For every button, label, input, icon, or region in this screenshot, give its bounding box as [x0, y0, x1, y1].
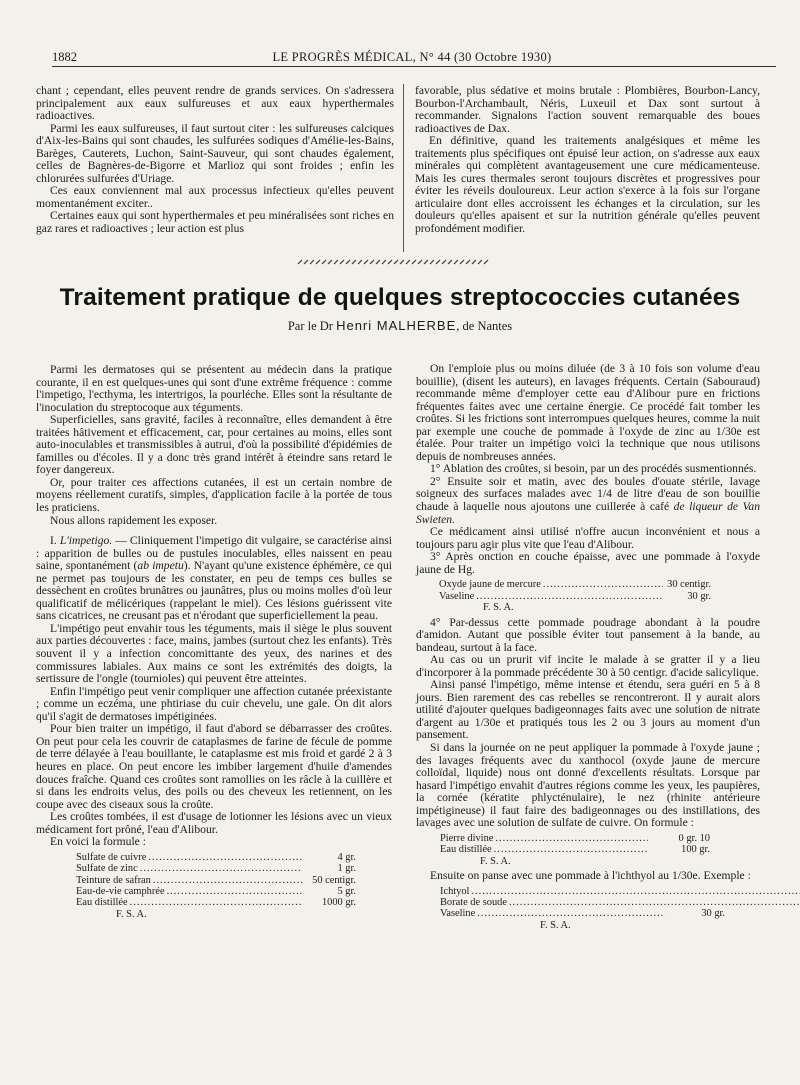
formula-line: Sulfate de cuivre ..... 4 gr. — [76, 852, 356, 863]
paragraph: 1° Ablation des croûtes, si besoin, par un des procédés susmentionnés. — [430, 462, 757, 476]
paragraph: Or, pour traiter ces affections cutanées, il est un certain nombre de moyens réellement curatifs, simples, d'application facile à la portée de tous les praticiens. — [36, 475, 392, 515]
paragraph: Ces eaux conviennent mal aux processus infectieux qu'elles peuvent momentanément exciter.. — [36, 184, 394, 210]
formula-fsa: F. S. A. — [480, 855, 511, 867]
page-number: 1882 — [52, 50, 77, 64]
section-text: — Cliniquement l'impetigo dit vulgaire, se caractérise ainsi : apparition de bulles ou de pustules inoculables, elles naissent en peau saine, spontanément ( — [36, 534, 392, 573]
byline-prefix: Par le Dr — [287, 319, 333, 333]
section-ornament — [296, 258, 492, 266]
section-number: I. — [50, 534, 57, 548]
previous-article-left-column — [36, 85, 394, 236]
formula-line: Pierre divine ..... 0 gr. 10 — [440, 833, 710, 844]
paragraph: chant ; cependant, elles peuvent rendre de grands services. On s'adressera principalement aux eaux sulfureuses et aux eaux hyperthermales radioactives. — [36, 84, 394, 123]
paragraph: Parmi les eaux sulfureuses, il faut surtout citer : les sulfureuses calciques d'Aix-les-Bains qui sont chaudes, les sulfurées sodiques d'Amélie-les-Bains, Barèges, Cauterets, Luchon, Saint-Sauveur, qui sont chaudes également, celles de Bagnères-de-Bigorre et Marlioz qui sont froides ; enfin les chlorurées sulfurées d'Uriage. — [36, 121, 394, 185]
header-rule — [52, 66, 776, 67]
paragraph: 3° Après onction en couche épaisse, avec une pommade à l'oxyde jaune de Hg. — [416, 550, 760, 576]
previous-article-right-column — [415, 85, 760, 236]
formula-mercury-ointment — [439, 579, 711, 613]
running-head — [52, 50, 772, 64]
article-right-column — [416, 363, 760, 934]
paragraph: Si dans la journée on ne peut appliquer la pommade à l'oxyde jaune ; des lavages fréquents avec du xanthocol (oxyde jaune de mercure colloïdal, liquide) nous ont donné d'excellents résultats. Lorsque par hasard l'impétigo envahit d'autres régions comme les yeux, les paupières, la cornée (kératite phlycténulaire), le nez (rhinite antérieure impétigineuse) il faut faire des badigeonnages ou des instillations, des lavages avec une solution de sulfate de cuivre. On formule : — [416, 740, 760, 830]
formula-line: Borate de soude ..... — [440, 897, 800, 908]
formula-line: Vaseline ..... 30 gr. — [440, 908, 725, 919]
column-divider — [403, 84, 404, 252]
section-impetigo — [36, 535, 392, 623]
paragraph: favorable, plus sédative et moins brutale : Plombières, Bourbon-Lancy, Bourbon-l'Archambault, Néris, Luxeuil et Dax sont surtout à recommander. Signalons l'action souvent remarquable des boues radioactives de Dax. — [415, 84, 760, 135]
paragraph: Ce médicament ainsi utilisé n'offre aucun inconvénient et nous a toujours paru agir plus vite que l'eau d'Alibour. — [416, 525, 760, 551]
paragraph: Pour bien traiter un impétigo, il faut d'abord se débarrasser des croûtes. On peut pour cela les couvrir de cataplasmes de farine de fécule de pomme de terre délayée à l'eau bouillante, le cataplasme est mis froid et gardé 2 à 3 heures en place. On peut encore les imbiber largement d'huile d'amendes douces fraîche. Quand ces croûtes sont ramollies on les râcle à la cuillère et si dans les endroits velus, des poils ou des cheveux les retiennent, on les coupe avec des ciseaux sous la croûte. — [36, 722, 392, 811]
paragraph: Au cas ou un prurit vif incite le malade à se gratter il y a lieu d'incorporer à la pommade précédente 30 à 50 centigr. d'acide salicylique. — [416, 653, 760, 679]
formula-fsa: F. S. A. — [540, 919, 571, 931]
formula-fsa: F. S. A. — [483, 602, 514, 614]
paragraph: Les croûtes tombées, il est d'usage de lotionner les lésions avec un vieux médicament fort prôné, l'eau d'Alibour. — [36, 810, 392, 836]
paragraph: L'impétigo peut envahir tous les téguments, mais il siège le plus souvent aux parties découvertes : face, mains, jambes (surtout chez les enfants). Très souvent il y a infection concomittante des yeux, des narines et des commissures labiales. Aux mains ce sont les extrémités des doigts, la sertissure de l'ongle (tournioles) qui peuvent être atteintes. — [36, 621, 392, 686]
section-text-continued: ). N'ayant qu'une existence éphémère, ce qui ne permet pas toujours de les constater, en peu de temps ces bulles se dessèchent en croûtes brunâtres ou jaunâtres, plus ou moins molles d'où leur qualificatif de mélicériques (rappelant le miel). Ces lésions guérissent vite sans cicatrices, ne creusant pas et n'érodant que superficiellement la peau. — [36, 559, 392, 623]
byline-suffix: , de Nantes — [456, 319, 513, 333]
formula-eau-alibour — [76, 852, 356, 920]
section-title: L'impetigo. — [59, 534, 113, 548]
formula-line: Ichtyol ..... — [440, 886, 800, 897]
author-name: Henri MALHERBE — [336, 318, 457, 333]
paragraph: 2° Ensuite soir et matin, avec des boules d'ouate stérile, lavage soigneux des surfaces malades avec 1/4 de litre d'eau de son bouillie chaude à laquelle nous ajoutons une cuillerée à café de liqueur de Van Swieten. — [416, 474, 760, 526]
section-italic-term: ab impetu — [137, 559, 184, 573]
formula-line: Eau distillée ..... 1000 gr. — [76, 897, 356, 908]
formula-ichthyol-ointment — [440, 886, 725, 932]
paragraph: En voici la formule : — [50, 835, 146, 849]
formula-fsa: F. S. A. — [116, 908, 147, 920]
paragraph: Ainsi pansé l'impétigo, même intense et étendu, sera guéri en 5 à 8 jours. Bien rarement des cas rebelles se rencontreront. Il y aurait alors utilité d'ajouter quelques badigeonnages faits avec une solution de nitrate d'argent au 1/30e et pratiqués tous les 2 ou 3 jours au moment d'un pansement. — [416, 678, 760, 742]
paragraph: Superficielles, sans gravité, faciles à reconnaître, elles demandent à être traitées hâtivement et efficacement, car, pour certaines au moins, elles sont auto-inoculables et transmissibles à autrui, d'où la possibilité d'épidémies de familles ou d'écoles. Il y a donc très grand intérêt à éteindre sans retard le foyer dangereux. — [36, 413, 392, 477]
byline — [0, 318, 800, 334]
paragraph: Ensuite on panse avec une pommade à l'ichthyol au 1/30e. Exemple : — [430, 869, 751, 883]
formula-line: Teinture de safran ..... 50 centigr. — [76, 875, 356, 886]
paragraph: En définitive, quand les traitements analgésiques et même les traitements plus spécifiques ont épuisé leur action, on s'adresse aux eaux minérales qui complètent avantageusement une cure médicamenteuse. Mais les cures thermales seront toujours discrètes et progressives pour éviter les réveils douloureux. Leur action s'exerce à la fois sur l'organe articulaire dont elles accroissent les échanges et la circulation, sur les douleurs qu'elles apaisent et sur la nutrition générale qu'elles peuvent profondément modifier. — [415, 134, 760, 236]
formula-copper-sulfate — [440, 833, 710, 867]
formula-line: Vaseline ..... 30 gr. — [439, 591, 711, 602]
journal-title: LE PROGRÈS MÉDICAL, N° 44 (30 Octobre 1930) — [272, 50, 552, 64]
paragraph: Nous allons rapidement les exposer. — [50, 513, 218, 527]
formula-line: Oxyde jaune de mercure ..... 30 centigr. — [439, 579, 711, 590]
formula-brace-group — [440, 886, 725, 909]
paragraph: 4° Par-dessus cette pommade poudrage abondant à la poudre d'amidon. Autant que possible éviter tout pansement à la bande, au bandeau, surtout à la face. — [416, 615, 760, 654]
paragraph: Certaines eaux qui sont hyperthermales et peu minéralisées sont riches en gaz rares et radioactives ; leur action est plus — [36, 209, 394, 236]
formula-line: Eau-de-vie camphrée ..... 5 gr. — [76, 886, 356, 897]
formula-line: Eau distillée ..... 100 gr. — [440, 844, 710, 855]
article-title: Traitement pratique de quelques streptococcies cutanées — [59, 284, 741, 311]
paragraph: Parmi les dermatoses qui se présentent au médecin dans la pratique courante, il en est quelques-unes qui sont d'une extrême fréquence : comme l'impetigo, l'ecthyma, les intertrigos, la pourléche. Elles sont la résultante de l'inoculation du streptocoque aux téguments. — [36, 363, 392, 414]
italic-term: de liqueur de Van Swieten. — [416, 500, 760, 526]
formula-line: Sulfate de zinc ..... 1 gr. — [76, 863, 356, 874]
paragraph: Enfin l'impétigo peut venir compliquer une affection cutanée préexistante ; comme un eczéma, une phtiriase du cuir chevelu, une gale. On dit alors qu'il s'agit de dermatoses impétiginées. — [36, 684, 392, 723]
article-left-column — [36, 364, 392, 923]
paragraph: On l'emploie plus ou moins diluée (de 3 à 10 fois son volume d'eau bouillie), (disent les auteurs), en lavages fréquents. Certain (Sabouraud) recommande même d'employer cette eau d'Alibour pure en frictions fréquentes faites avec une certaine énergie. Ce procédé fait tomber les croûtes. Si les frictions sont interrompues quelques heures, comme la nuit par exemple une couche de pommade à l'oxyde de zinc au 1/30e est étalée. Pour traiter un impétigo voici la technique que nous utilisons depuis de nombreuses années. — [416, 362, 760, 463]
